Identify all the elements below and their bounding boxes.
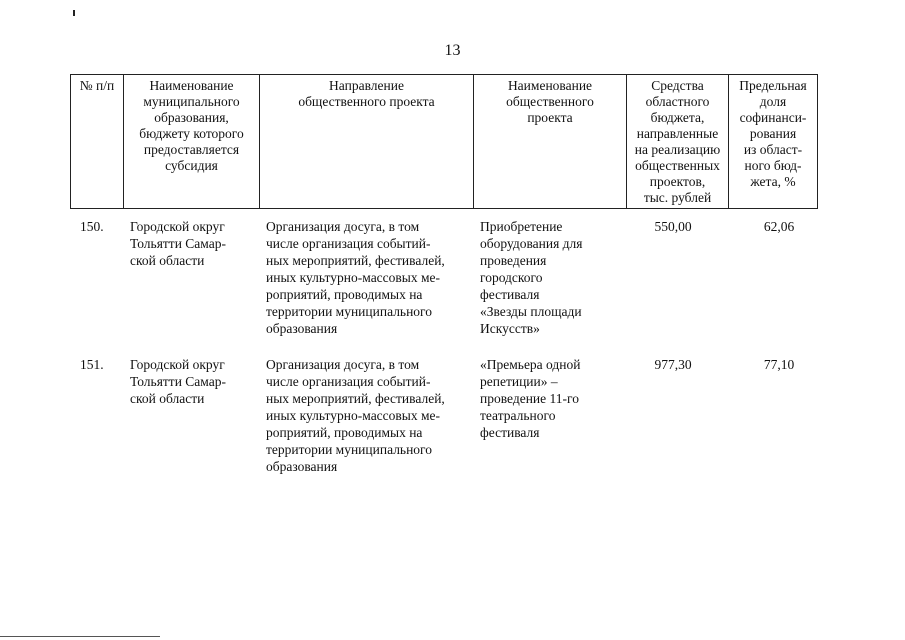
page-number: 13: [444, 42, 461, 59]
footer-rule: [0, 636, 160, 637]
header-share: Предельная доля софинанси- рования из област- ного бюд- жета, %: [729, 75, 818, 209]
header-project: Наименование общественного проекта: [474, 75, 627, 209]
row-amount: 977,30: [654, 357, 692, 372]
row-number: 150.: [80, 219, 104, 234]
header-municipality: Наименование муниципального образования, бюджету которого предоставляется субсидия: [124, 75, 260, 209]
row-share: 77,10: [763, 357, 795, 372]
row-project: «Премьера одной репетиции» – проведение 11-го театрального фестиваля: [480, 357, 581, 440]
scan-mark: [73, 10, 75, 16]
row-share: 62,06: [763, 219, 795, 234]
header-num: № п/п: [71, 75, 124, 209]
row-project: Приобретение оборудования для проведения городского фестиваля «Звезды площади Искусств»: [480, 219, 583, 336]
row-direction: Организация досуга, в том числе организация событий- ных мероприятий, фестивалей, иных культурно-массовых ме- роприятий, проводимых на территории муниципального образования: [266, 357, 445, 474]
row-municipality: Городской округ Тольятти Самар- ской области: [130, 357, 226, 406]
row-number: 151.: [80, 357, 104, 372]
table-header: [70, 74, 818, 209]
header-amount: Средства областного бюджета, направленные на реализацию общественных проектов, тыс. рублей: [627, 75, 729, 209]
row-direction: Организация досуга, в том числе организация событий- ных мероприятий, фестивалей, иных культурно-массовых ме- роприятий, проводимых на территории муниципального образования: [266, 219, 445, 336]
row-amount: 550,00: [654, 219, 692, 234]
row-municipality: Городской округ Тольятти Самар- ской области: [130, 219, 226, 268]
header-direction: Направление общественного проекта: [260, 75, 474, 209]
